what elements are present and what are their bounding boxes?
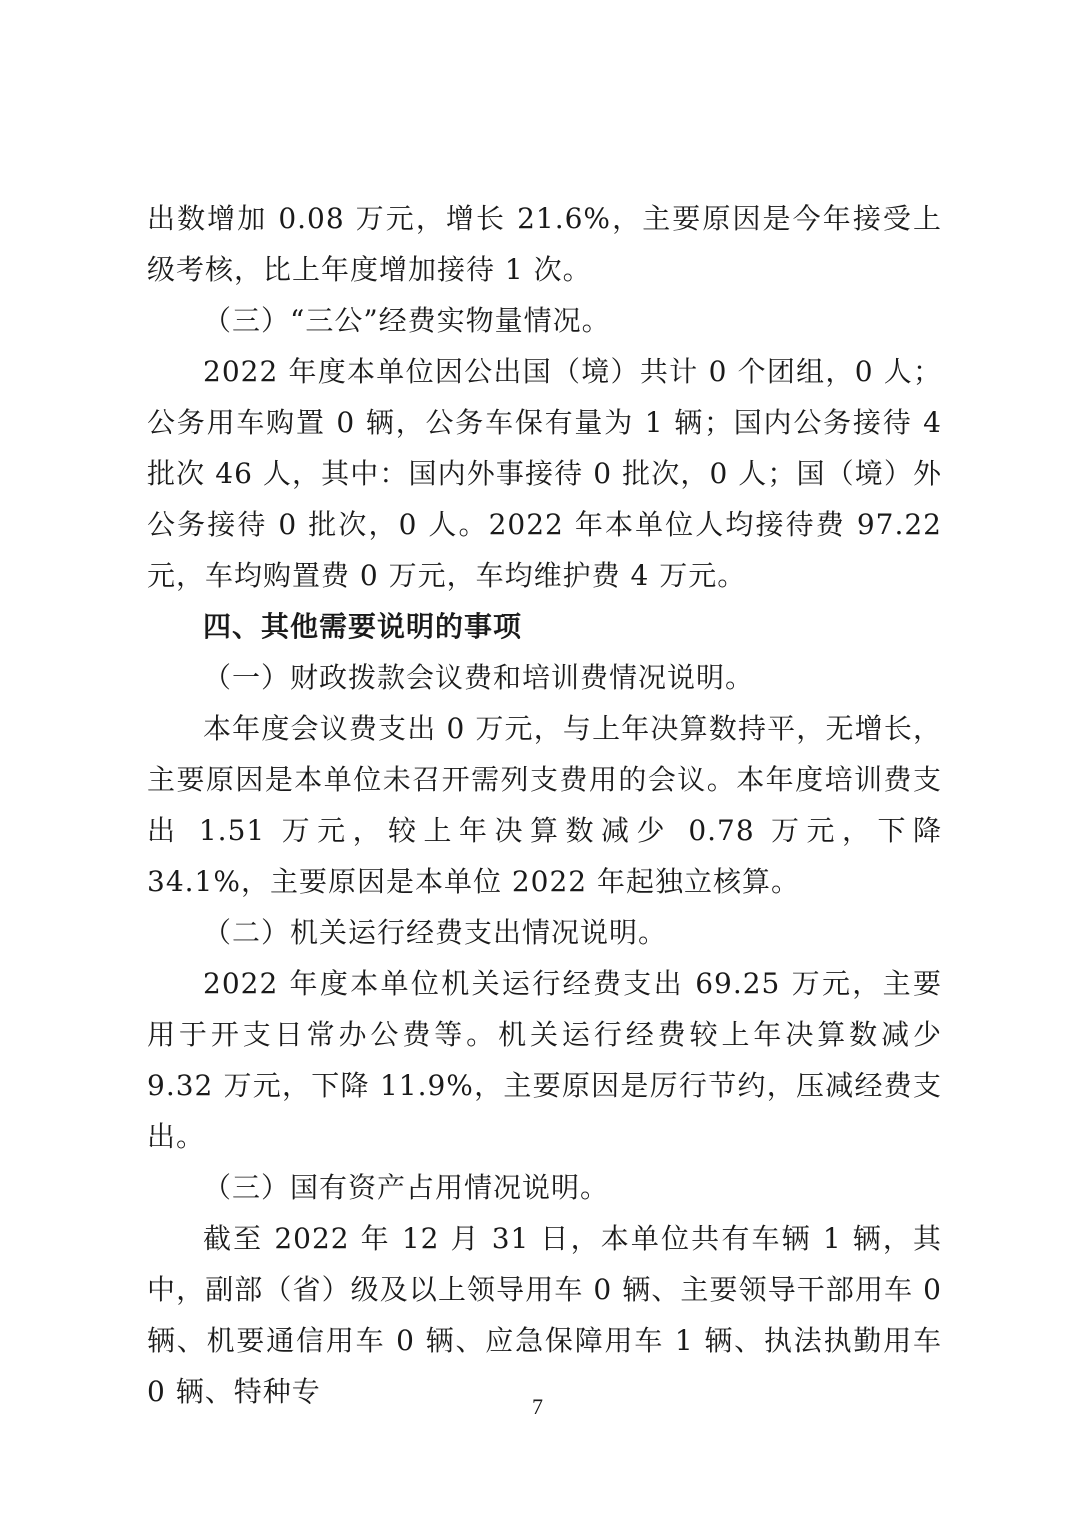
page-number: 7 bbox=[532, 1394, 543, 1419]
subheading-state-assets: （三）国有资产占用情况说明。 bbox=[203, 1171, 610, 1204]
document-body bbox=[147, 193, 942, 1417]
subheading-operating-expenses: （二）机关运行经费支出情况说明。 bbox=[203, 916, 668, 949]
paragraph-sangong-details: 2022 年度本单位因公出国（境）共计 0 个团组，0 人；公务用车购置 0 辆，公务车保有量为 1 辆；国内公务接待 4 批次 46 人，其中：国内外事接待 0 批次，0 人；国（境）外公务接待 0 批次，0 人。2022 年本单位人均接待费 97.22 元，车均购置费 0 万元，车均维护费 4 万元。 bbox=[147, 355, 942, 592]
paragraph-operating-expenses: 2022 年度本单位机关运行经费支出 69.25 万元，主要用于开支日常办公费等。机关运行经费较上年决算数减少 9.32 万元，下降 11.9%，主要原因是厉行节约，压减经费支出。 bbox=[147, 967, 942, 1153]
subheading-sangong-quantity: （三）“三公”经费实物量情况。 bbox=[203, 304, 611, 337]
subheading-meeting-training: （一）财政拨款会议费和培训费情况说明。 bbox=[203, 661, 755, 694]
section-heading-other-matters: 四、其他需要说明的事项 bbox=[203, 610, 523, 643]
paragraph-state-assets: 截至 2022 年 12 月 31 日，本单位共有车辆 1 辆，其中，副部（省）级及以上领导用车 0 辆、主要领导干部用车 0 辆、机要通信用车 0 辆、应急保障用车 1 辆、执法执勤用车 0 辆、特种专 bbox=[147, 1222, 942, 1408]
paragraph-meeting-training: 本年度会议费支出 0 万元，与上年决算数持平，无增长，主要原因是本单位未召开需列支费用的会议。本年度培训费支出 1.51 万元，较上年决算数减少 0.78 万元，下降 34.1%，主要原因是本单位 2022 年起独立核算。 bbox=[147, 712, 942, 898]
paragraph-continuation: 出数增加 0.08 万元，增长 21.6%，主要原因是今年接受上级考核，比上年度增加接待 1 次。 bbox=[147, 202, 942, 286]
